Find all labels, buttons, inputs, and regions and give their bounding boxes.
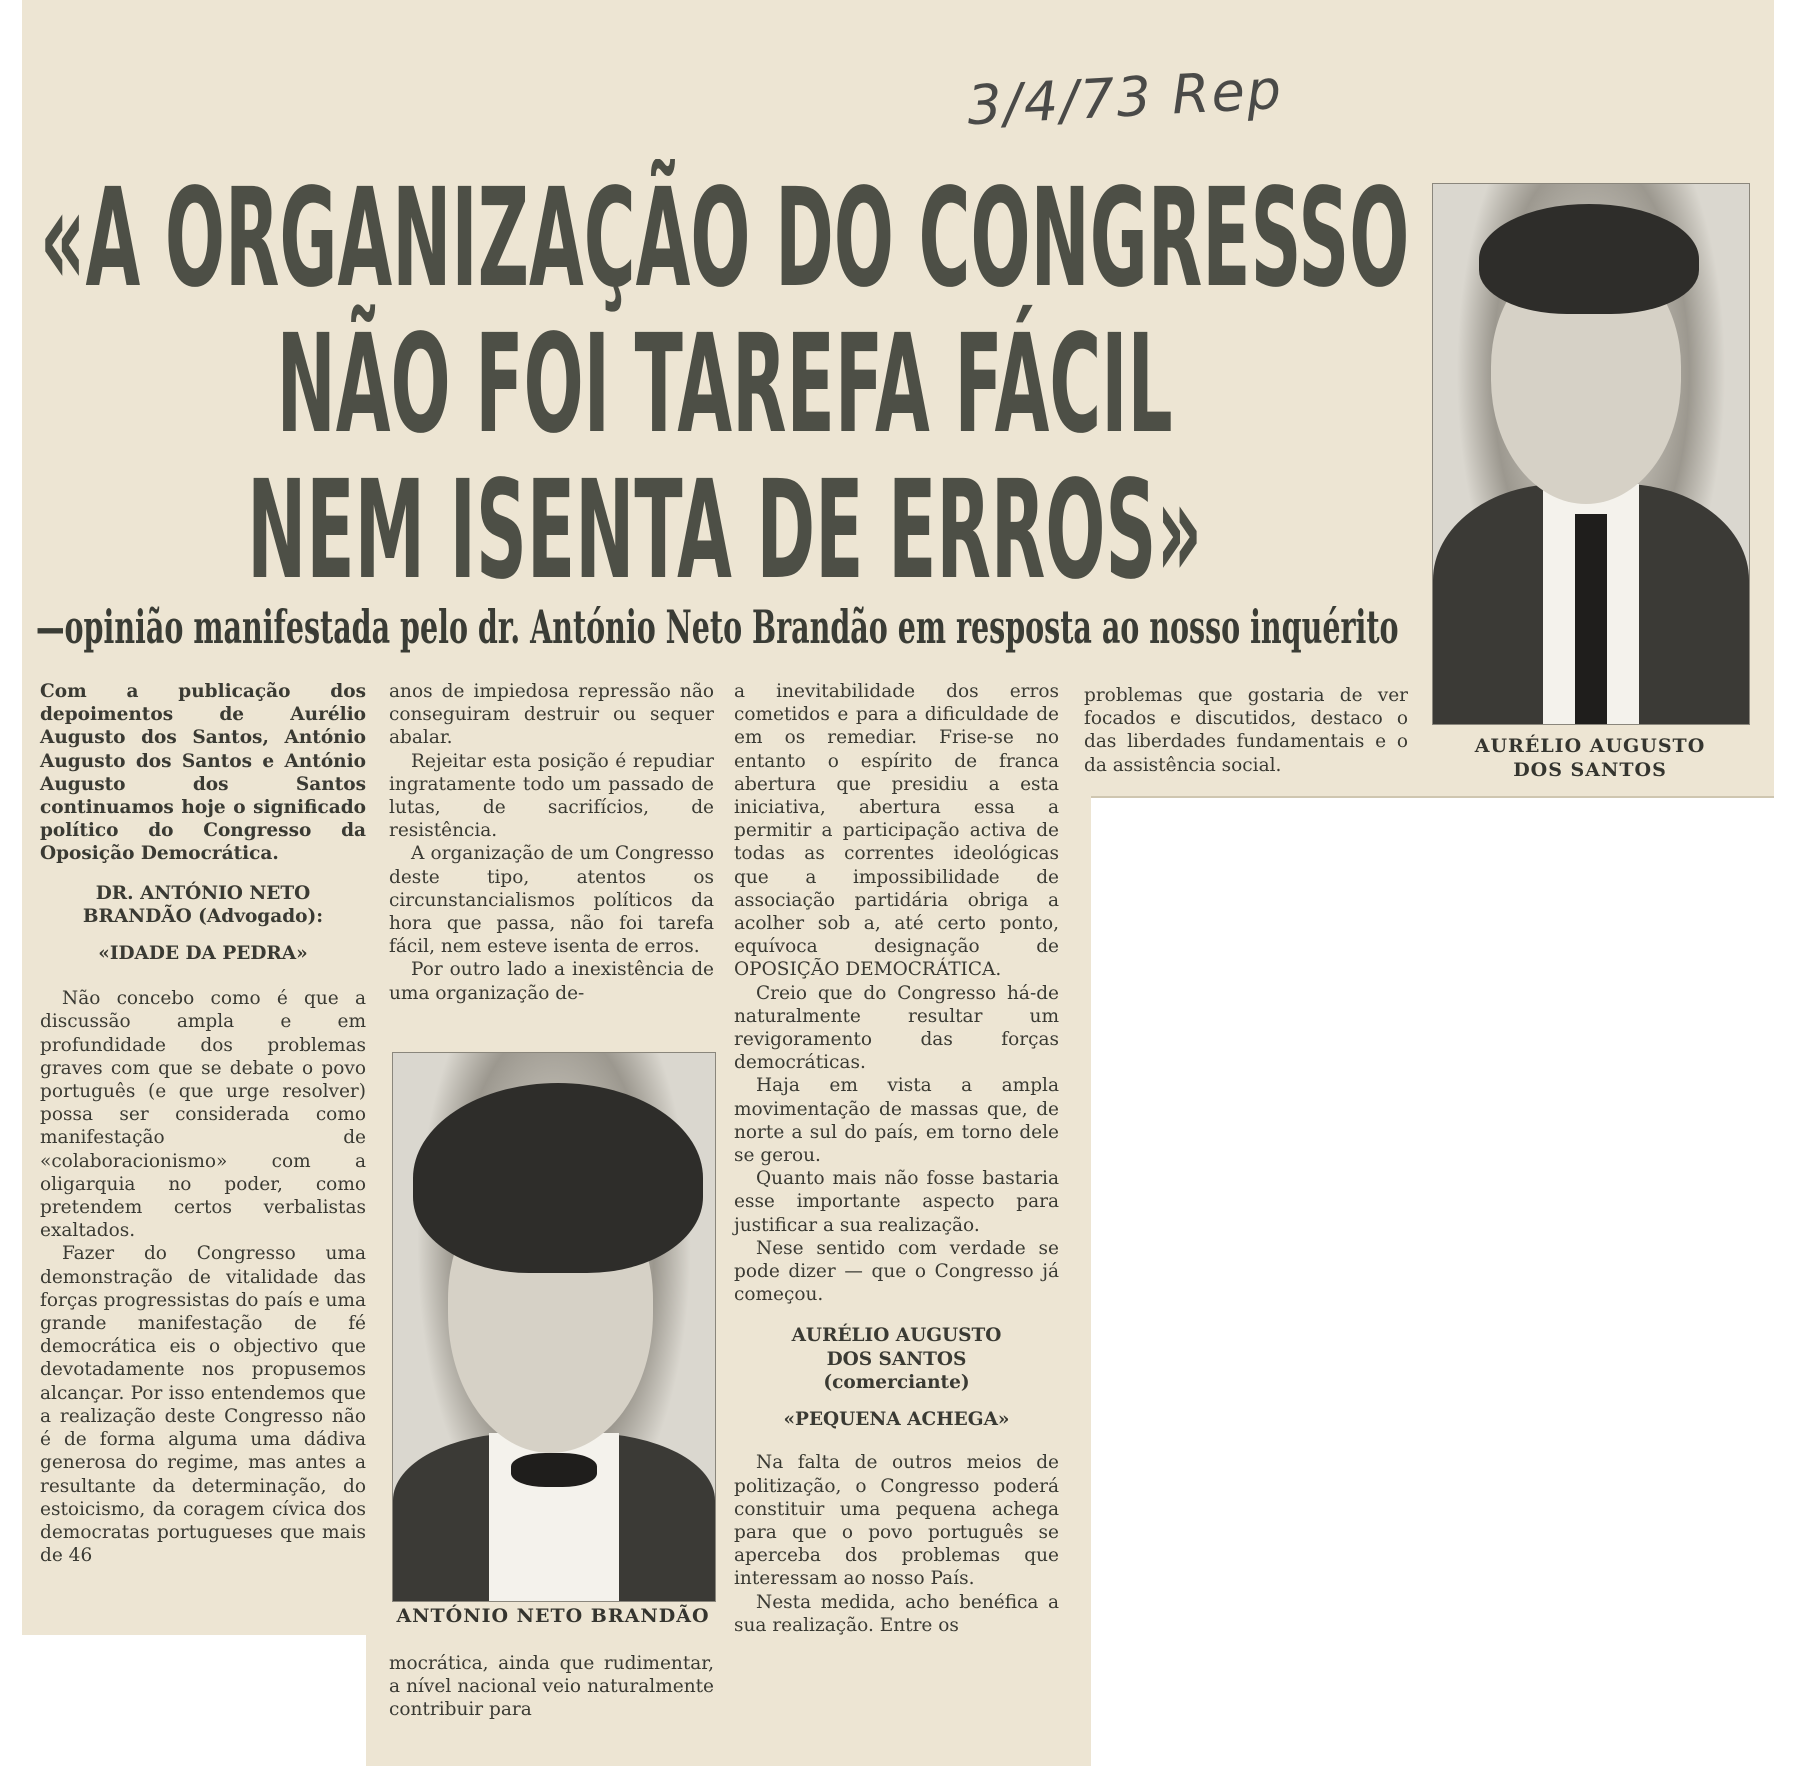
article-column-2-continuation [389, 1652, 714, 1722]
headline-line-1: «A ORGANIZAÇÃO DO CONGRESSO [39, 160, 1410, 318]
headline-line-2: NÃO FOI TAREFA FÁCIL [276, 306, 1173, 464]
speaker-heading-antonio-line-2: BRANDÃO (Advogado): [82, 905, 324, 927]
speaker-heading-aurelio-line-1: AURÉLIO AUGUSTO [791, 1325, 1002, 1347]
body-paragraph: Haja em vista a ampla movimentação de massas que, de norte a sul do país, em torno dele se gerou. [734, 1075, 1059, 1167]
photo-caption-aurelio-line-2: DOS SANTOS [1513, 759, 1667, 781]
handwritten-date-note: 3/4/73 Rep [965, 57, 1285, 137]
speaker-heading-antonio-line-1: DR. ANTÓNIO NETO [95, 882, 311, 904]
section-heading-idade-da-pedra: «IDADE DA PEDRA» [98, 943, 308, 965]
speaker-heading-aurelio-line-3: (comerciante) [823, 1371, 970, 1393]
body-paragraph: Por outro lado a inexistência de uma organização de- [389, 959, 714, 1004]
section-heading-pequena-achega: «PEQUENA ACHEGA» [783, 1409, 1010, 1431]
body-paragraph: Na falta de outros meios de politização, o Congresso poderá constituir uma pequena achega para que o povo português se aperceba dos problemas que interessam ao nosso País. [734, 1452, 1059, 1590]
portrait-photo-aurelio [1432, 183, 1750, 725]
speaker-heading-antonio [40, 882, 366, 928]
article-column-3 [734, 680, 1059, 1637]
portrait-photo-antonio [392, 1052, 716, 1602]
photo-caption-aurelio [1432, 734, 1748, 782]
subheadline: —opinião manifestada pelo dr. António Neto Brandão em resposta ao nosso inquérito [36, 600, 1399, 654]
article-column-2 [389, 680, 714, 1005]
speaker-heading-aurelio [734, 1324, 1059, 1394]
intro-paragraph: Com a publicação dos depoimentos de Aurélio Augusto dos Santos, António Augusto dos Santos e António Augusto dos Santos continuamos hoje o significado político do Congresso da Oposição Democrática. [40, 681, 366, 865]
body-paragraph: Nesta medida, acho benéfica a sua realização. Entre os [734, 1591, 1059, 1636]
body-paragraph: A organização de um Congresso deste tipo, atentos os circunstancialismos políticos da hora que passa, não foi tarefa fácil, nem esteve isenta de erros. [389, 843, 714, 958]
body-paragraph: Creio que do Congresso há-de naturalmente resultar um revigoramento das forças democráticas. [734, 982, 1059, 1074]
body-paragraph: Quanto mais não fosse bastaria esse importante aspecto para justificar a sua realização. [734, 1168, 1059, 1236]
photo-caption-aurelio-line-1: AURÉLIO AUGUSTO [1474, 735, 1706, 757]
speaker-heading-aurelio-line-2: DOS SANTOS [826, 1348, 967, 1370]
article-column-1 [40, 680, 366, 1567]
body-paragraph: mocrática, ainda que rudimentar, a nível nacional veio naturalmente contribuir para [389, 1653, 714, 1721]
body-paragraph: a inevitabilidade dos erros cometidos e para a dificuldade de em os remediar. Frise-se no entanto o espírito de franca abertura que presidiu a esta iniciativa, abertura essa a permitir a participação activa de todas as correntes ideológicas que a impossibilidade de associação partidária obriga a acolher sob a, até certo ponto, equívoca designação de OPOSIÇÃO DEMOCRÁTICA. [734, 681, 1059, 981]
body-paragraph: Rejeitar esta posição é repudiar ingratamente todo um passado de lutas, de sacrifícios, de resistência. [389, 750, 714, 842]
photo-caption-antonio: ANTÓNIO NETO BRANDÃO [396, 1605, 710, 1627]
article-column-4 [1084, 684, 1408, 777]
headline-line-3: NEM ISENTA DE ERROS» [247, 452, 1203, 610]
body-paragraph: problemas que gostaria de ver focados e discutidos, destaco o das liberdades fundamentais e o da assistência social. [1084, 685, 1408, 776]
body-paragraph: Fazer do Congresso uma demonstração de vitalidade das forças progressistas do país e uma grande manifestação de fé democrática eis o objectivo que devotadamente nos propusemos alcançar. Por isso entendemos que a realização deste Congresso não é de forma alguma uma dádiva generosa do regime, mas antes a resultante da determinação, do estoicismo, da coragem cívica dos democratas portugueses que mais de 46 [40, 1243, 366, 1567]
body-paragraph: anos de impiedosa repressão não conseguiram destruir ou sequer abalar. [389, 681, 714, 749]
body-paragraph: Não concebo como é que a discussão ampla e em profundidade dos problemas graves com que se debate o povo português (e que urge resolver) possa ser considerada como manifestação de «colaboracionismo» com a oligarquia no poder, como pretendem certos verbalistas exaltados. [40, 988, 366, 1242]
headline [20, 160, 1429, 610]
body-paragraph: Nese sentido com verdade se pode dizer — que o Congresso já começou. [734, 1237, 1059, 1306]
